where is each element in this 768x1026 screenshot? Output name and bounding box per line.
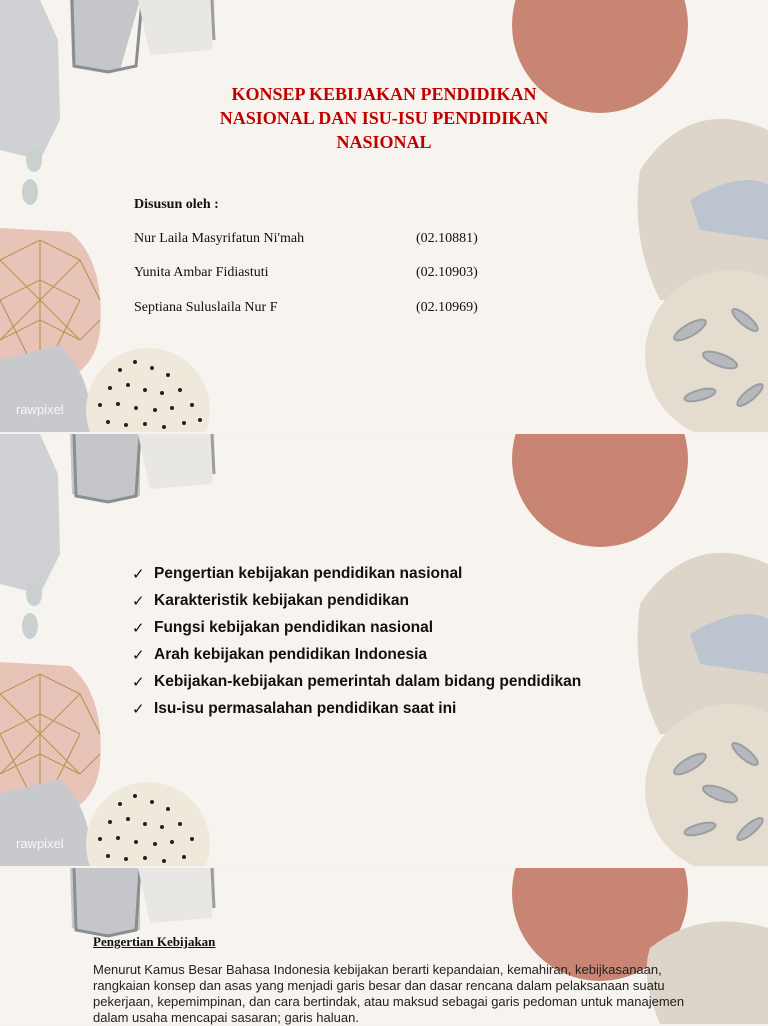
author-nim: (02.10881) (416, 231, 478, 246)
dotted-circle-shape (86, 348, 210, 432)
authors-label: Disusun oleh : (134, 197, 219, 212)
checkmark-icon: ✓ (132, 646, 145, 664)
author-name: Yunita Ambar Fidiastuti (134, 265, 269, 280)
author-row (134, 231, 478, 247)
section-heading: Pengertian Kebijakan (93, 934, 216, 949)
slide-outline (0, 434, 768, 866)
page-title (0, 82, 768, 154)
list-item-label: Kebijakan-kebijakan pemerintah dalam bidang pendidikan (154, 672, 582, 690)
author-name: Septiana Suluslaila Nur F (134, 300, 278, 315)
author-nim: (02.10969) (416, 300, 478, 315)
watermark: rawpixel (16, 402, 64, 417)
title-line: NASIONAL (336, 132, 432, 152)
crumpled-paper-shape (0, 868, 140, 936)
list-item (132, 641, 581, 668)
list-item-label: Pengertian kebijakan pendidikan nasional (154, 564, 463, 582)
list-item-label: Fungsi kebijakan pendidikan nasional (154, 618, 434, 636)
checkmark-icon: ✓ (132, 673, 145, 691)
list-item (132, 668, 581, 695)
list-item (132, 587, 581, 614)
checkmark-icon: ✓ (132, 565, 145, 583)
author-row (134, 300, 478, 316)
watermark: rawpixel (16, 836, 64, 851)
dotted-circle-shape (86, 782, 210, 866)
list-item-label: Arah kebijakan pendidikan Indonesia (154, 645, 428, 663)
title-line: KONSEP KEBIJAKAN PENDIDIKAN (231, 84, 537, 104)
checkmark-icon: ✓ (132, 700, 145, 718)
list-item-label: Karakteristik kebijakan pendidikan (154, 591, 409, 609)
list-item (132, 560, 581, 587)
list-item (132, 695, 581, 722)
author-nim: (02.10903) (416, 265, 478, 280)
author-row (134, 265, 478, 281)
checkmark-icon: ✓ (132, 592, 145, 610)
title-line: NASIONAL DAN ISU-ISU PENDIDIKAN (219, 108, 549, 128)
slide-title (0, 0, 768, 432)
checkmark-icon: ✓ (132, 619, 145, 637)
author-name: Nur Laila Masyrifatun Ni'mah (134, 231, 305, 246)
section-body: Menurut Kamus Besar Bahasa Indonesia kebijakan berarti kepandaian, kemahiran, kebijkasanaan, rangkaian konsep dan asas yang menjadi garis besar dan dasar rencana dalam pelaksanaan suatu pekerjaan, kepemimpinan, dan cara bertindak, atau maksud sebagai garis pedoman untuk manajemen dalam usaha mencapai sasaran; garis haluan. (93, 962, 685, 1025)
list-item (132, 614, 581, 641)
terracotta-circle-shape (512, 434, 688, 547)
list-item-label: Isu-isu permasalahan pendidikan saat ini (154, 699, 457, 717)
decorative-background (0, 0, 768, 432)
topic-checklist (132, 560, 581, 722)
